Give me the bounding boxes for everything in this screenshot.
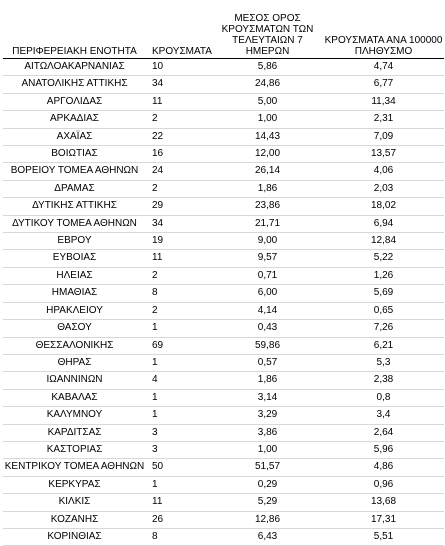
average-cell: 21,71 [254,217,281,229]
per-100000-cell: 7,26 [373,322,394,334]
region-cell: ΚΟΡΙΝΘΙΑΣ [47,530,102,542]
header-seven-day-average: ΜΕΣΟΣ ΟΡΟΣ ΚΡΟΥΣΜΑΤΩΝ ΤΩΝ ΤΕΛΕΥΤΑΙΩΝ 7 ΗΜΕΡΩΝ [221,13,314,57]
table-row [3,267,444,284]
average-cell: 24,86 [254,78,281,90]
cases-cell: 3 [152,443,158,455]
average-cell: 9,57 [257,252,278,264]
table-row [3,476,444,493]
per-100000-cell: 2,64 [373,426,394,438]
average-cell: 5,86 [257,61,278,72]
table-row [3,441,444,458]
region-cell: ΔΥΤΙΚΗΣ ΑΤΤΙΚΗΣ [32,200,117,212]
table-row [3,180,444,197]
average-cell: 12,86 [254,513,281,525]
per-100000-cell: 5,3 [376,356,391,368]
region-cell: ΗΛΕΙΑΣ [56,269,93,281]
table-row [3,337,444,354]
cases-cell: 29 [152,200,164,212]
average-cell: 14,43 [254,130,281,142]
table-row [3,302,444,319]
per-100000-cell: 0,65 [373,304,394,316]
table-row [3,372,444,389]
average-cell: 6,00 [257,287,278,299]
region-cell: ΑΡΚΑΔΙΑΣ [50,113,99,125]
table-row [3,128,444,145]
region-cell: ΚΕΡΚΥΡΑΣ [48,478,101,490]
region-cell: ΑΙΤΩΛΟΑΚΑΡΝΑΝΙΑΣ [24,61,125,72]
region-cell: ΑΝΑΤΟΛΙΚΗΣ ΑΤΤΙΚΗΣ [21,78,128,90]
table-row [3,389,444,406]
table-row [3,285,444,302]
region-cell: ΗΡΑΚΛΕΙΟΥ [46,304,103,316]
average-cell: 23,86 [254,200,281,212]
per-100000-cell: 3,4 [376,409,391,421]
average-cell: 0,57 [257,356,278,368]
region-cell: ΙΩΑΝΝΙΝΩΝ [46,374,103,386]
average-cell: 1,86 [257,182,278,194]
average-cell: 1,00 [257,113,278,125]
cases-cell: 69 [152,339,164,351]
table-row [3,528,444,545]
per-100000-cell: 5,96 [373,443,394,455]
region-cell: ΕΒΡΟΥ [57,235,92,247]
cases-cell: 24 [152,165,164,177]
region-cell: ΑΧΑΪΑΣ [56,130,93,142]
region-cell: ΚΑΒΑΛΑΣ [51,391,98,403]
cases-cell: 8 [152,530,158,542]
region-cell: ΔΡΑΜΑΣ [54,182,95,194]
average-cell: 51,57 [254,461,281,473]
per-100000-cell: 6,94 [373,217,394,229]
per-100000-cell: 11,34 [371,95,396,107]
per-100000-cell: 2,38 [373,374,394,386]
average-cell: 1,86 [257,374,278,386]
cases-cell: 1 [152,391,158,403]
per-100000-cell: 4,86 [373,461,394,473]
per-100000-cell: 5,69 [373,287,394,299]
cases-cell: 26 [152,513,164,525]
average-cell: 12,00 [254,148,281,160]
cases-cell: 2 [152,182,158,194]
cases-cell: 2 [152,304,158,316]
table-row [3,93,444,110]
cases-cell: 1 [152,356,158,368]
cases-cell: 2 [152,113,158,125]
region-cell: ΚΑΣΤΟΡΙΑΣ [46,443,103,455]
region-cell: ΒΟΡΕΙΟΥ ΤΟΜΕΑ ΑΘΗΝΩΝ [10,165,139,177]
table-row [3,250,444,267]
average-cell: 26,14 [254,165,281,177]
cases-cell: 4 [152,374,158,386]
average-cell: 5,00 [257,95,278,107]
table-row [3,146,444,163]
cases-cell: 1 [152,409,158,421]
region-cell: ΑΡΓΟΛΙΔΑΣ [46,95,103,107]
header-cases: ΚΡΟΥΣΜΑΤΑ [152,46,212,57]
region-cell: ΘΕΣΣΑΛΟΝΙΚΗΣ [35,339,114,351]
region-cell: ΘΑΣΟΥ [57,322,92,334]
per-100000-cell: 6,77 [373,78,394,90]
table-row [3,424,444,441]
table-row [3,233,444,250]
per-100000-cell: 1,26 [373,269,394,281]
per-100000-cell: 12,84 [370,235,397,247]
cases-cell: 3 [152,426,158,438]
covid-cases-table [3,2,444,546]
average-cell: 1,00 [257,443,278,455]
per-100000-cell: 4,74 [373,61,394,72]
header-cases-per-100000: ΚΡΟΥΣΜΑΤΑ ΑΝΑ 100000 ΠΛΗΘΥΣΜΟ [324,35,443,57]
region-cell: ΔΥΤΙΚΟΥ ΤΟΜΕΑ ΑΘΗΝΩΝ [12,217,137,229]
table-row [3,111,444,128]
cases-cell: 19 [152,235,164,247]
average-cell: 9,00 [257,235,278,247]
table-row [3,320,444,337]
average-cell: 5,29 [257,496,278,508]
per-100000-cell: 13,68 [370,496,397,508]
table-row [3,59,444,76]
cases-cell: 34 [152,78,164,90]
table-body [3,59,444,546]
average-cell: 6,43 [257,530,278,542]
table-row [3,354,444,371]
cases-cell: 2 [152,269,158,281]
cases-cell: 34 [152,217,164,229]
cases-cell: 22 [152,130,164,142]
table-row [3,459,444,476]
average-cell: 0,43 [257,322,278,334]
header-region: ΠΕΡΙΦΕΡΕΙΑΚΗ ΕΝΟΤΗΤΑ [12,46,137,57]
table-row [3,76,444,93]
header-row [3,2,444,59]
table-row [3,198,444,215]
table-row [3,407,444,424]
cases-cell: 16 [152,148,164,160]
region-cell: ΚΑΡΔΙΤΣΑΣ [47,426,102,438]
region-cell: ΚΟΖΑΝΗΣ [50,513,99,525]
average-cell: 0,71 [257,269,278,281]
region-cell: ΗΜΑΘΙΑΣ [51,287,98,299]
cases-cell: 11 [152,496,163,508]
per-100000-cell: 6,21 [373,339,394,351]
per-100000-cell: 0,96 [373,478,394,490]
cases-cell: 11 [152,252,163,264]
per-100000-cell: 0,8 [376,391,391,403]
region-cell: ΘΗΡΑΣ [57,356,92,368]
per-100000-cell: 5,51 [373,530,394,542]
region-cell: ΚΑΛΥΜΝΟΥ [46,409,103,421]
region-cell: ΚΙΛΚΙΣ [58,496,91,508]
average-cell: 4,14 [257,304,278,316]
average-cell: 3,86 [257,426,278,438]
average-cell: 0,29 [257,478,278,490]
average-cell: 3,29 [257,409,278,421]
cases-cell: 50 [152,461,164,473]
region-cell: ΕΥΒΟΙΑΣ [52,252,97,264]
cases-cell: 1 [152,322,158,334]
cases-cell: 11 [152,95,163,107]
region-cell: ΒΟΙΩΤΙΑΣ [51,148,98,160]
table-row [3,215,444,232]
per-100000-cell: 13,57 [370,148,397,160]
cases-cell: 8 [152,287,158,299]
per-100000-cell: 2,03 [373,182,394,194]
average-cell: 59,86 [254,339,281,351]
cases-cell: 1 [152,478,158,490]
per-100000-cell: 4,06 [373,165,394,177]
average-cell: 3,14 [257,391,278,403]
per-100000-cell: 7,09 [373,130,394,142]
cases-cell: 10 [152,61,164,72]
per-100000-cell: 5,22 [373,252,394,264]
per-100000-cell: 18,02 [370,200,397,212]
region-cell: ΚΕΝΤΡΙΚΟΥ ΤΟΜΕΑ ΑΘΗΝΩΝ [4,461,145,473]
table-row [3,163,444,180]
per-100000-cell: 17,31 [370,513,397,525]
table-header [3,2,444,59]
table-row [3,494,444,511]
per-100000-cell: 2,31 [373,113,394,125]
